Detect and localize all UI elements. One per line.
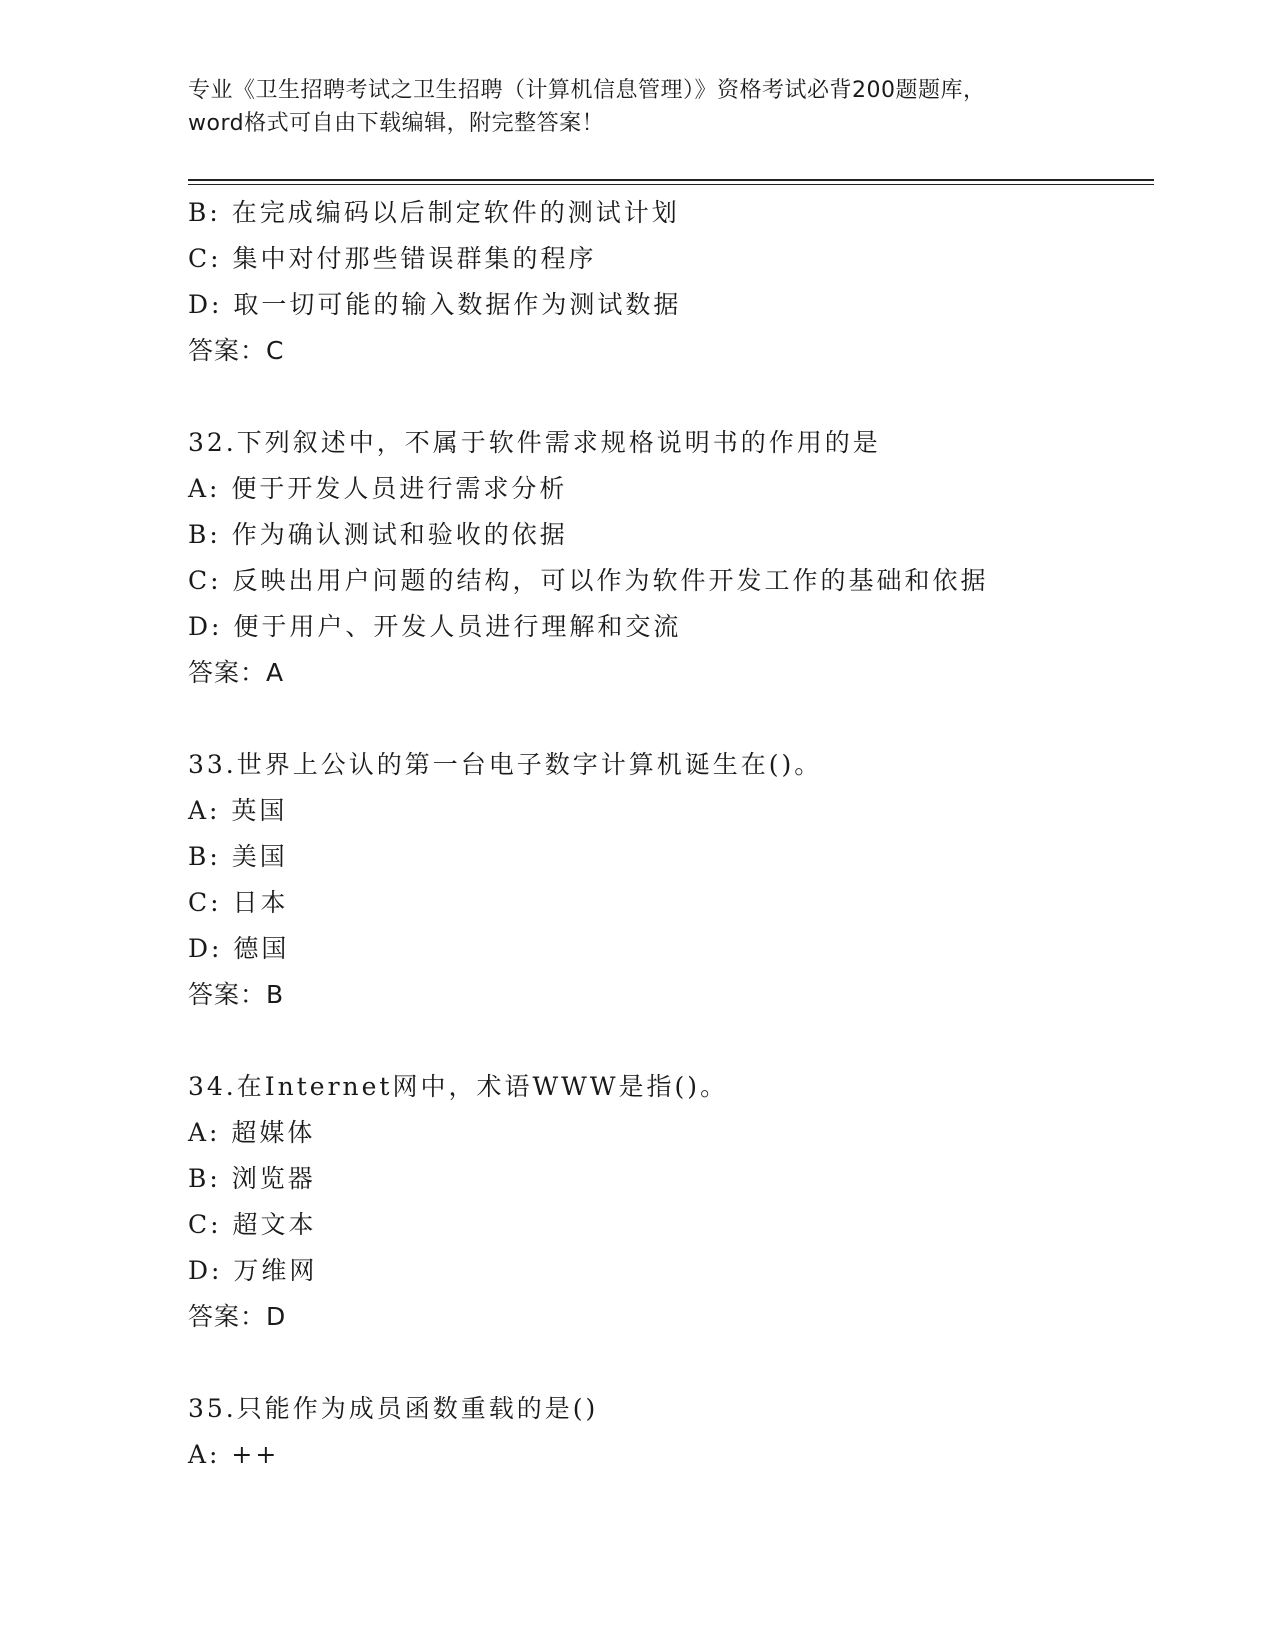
question-text: 32.下列叙述中，不属于软件需求规格说明书的作用的是 (188, 428, 881, 457)
option-c: C: 日本 (188, 888, 289, 917)
answer-line: 答案：A (188, 658, 285, 687)
option-c: C: 反映出用户问题的结构，可以作为软件开发工作的基础和依据 (188, 566, 989, 595)
option-c: C: 集中对付那些错误群集的程序 (188, 244, 597, 273)
option-d: D: 取一切可能的输入数据作为测试数据 (188, 290, 682, 319)
question-block-32 (188, 420, 1148, 696)
question-text: 34.在Internet网中，术语WWW是指()。 (188, 1072, 729, 1101)
option-a: A: 超媒体 (188, 1118, 316, 1147)
question-list (188, 190, 1148, 1478)
header-divider-thick (188, 179, 1154, 181)
option-a: A: 便于开发人员进行需求分析 (188, 474, 568, 503)
question-block-34 (188, 1064, 1148, 1340)
spacer (188, 696, 1148, 742)
spacer (188, 374, 1148, 420)
answer-line: 答案：D (188, 1302, 287, 1331)
header-title-line-2: word格式可自由下载编辑，附完整答案！ (188, 111, 605, 136)
question-text: 33.世界上公认的第一台电子数字计算机诞生在()。 (188, 750, 823, 779)
answer-line: 答案：C (188, 336, 285, 365)
document-header (188, 74, 1088, 140)
option-b: B: 浏览器 (188, 1164, 316, 1193)
question-block-31 (188, 190, 1148, 374)
header-title-line-1: 专业《卫生招聘考试之卫生招聘（计算机信息管理）》资格考试必背200题题库， (188, 78, 986, 103)
spacer (188, 1340, 1148, 1386)
answer-line: 答案：B (188, 980, 285, 1009)
question-text: 35.只能作为成员函数重载的是() (188, 1394, 599, 1423)
option-d: D: 德国 (188, 934, 290, 963)
question-block-33 (188, 742, 1148, 1018)
option-b: B: 在完成编码以后制定软件的测试计划 (188, 198, 680, 227)
option-d: D: 便于用户、开发人员进行理解和交流 (188, 612, 682, 641)
option-c: C: 超文本 (188, 1210, 317, 1239)
option-b: B: 作为确认测试和验收的依据 (188, 520, 568, 549)
spacer (188, 1018, 1148, 1064)
option-d: D: 万维网 (188, 1256, 318, 1285)
option-b: B: 美国 (188, 842, 288, 871)
option-a: A: 英国 (188, 796, 288, 825)
header-divider-thin (188, 184, 1154, 185)
question-block-35 (188, 1386, 1148, 1478)
option-a: A: ++ (188, 1440, 280, 1469)
